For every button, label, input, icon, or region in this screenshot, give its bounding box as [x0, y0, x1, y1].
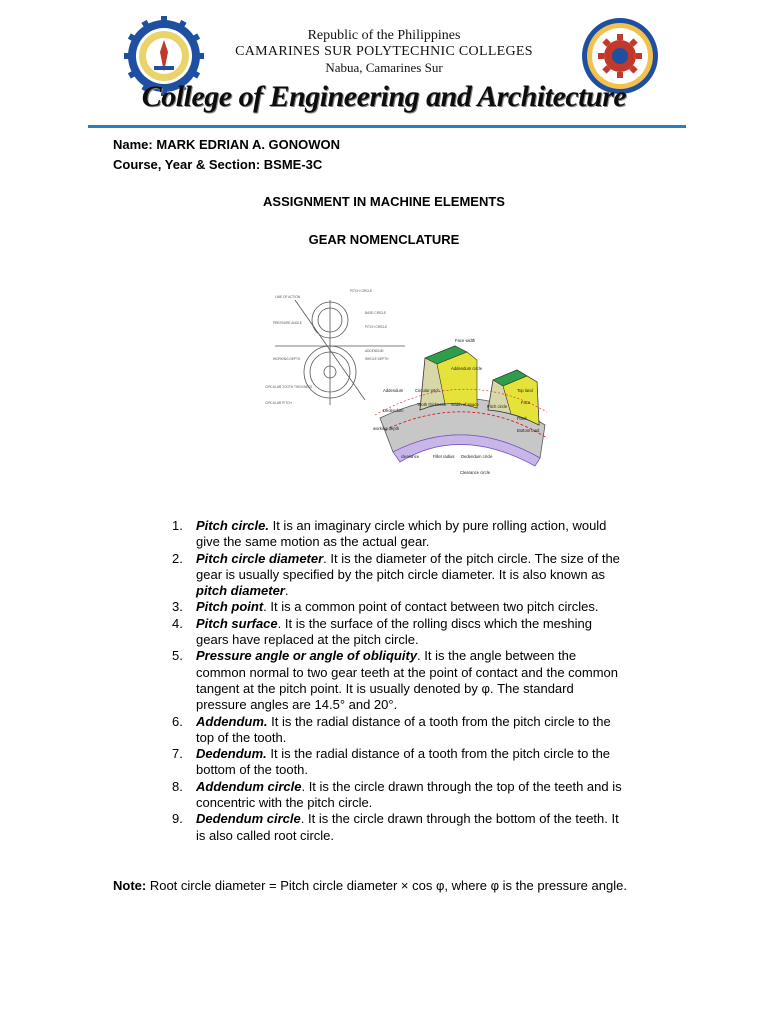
list-item: 1. Pitch circle. It is an imaginary circle which by pure rolling action, would give the same motion as the actual gear. — [172, 518, 607, 550]
label-face-width: Face width — [455, 338, 476, 343]
term: Pitch surface — [196, 615, 278, 631]
note-paragraph — [113, 878, 628, 894]
label-fillet-radius: Fillet radius — [433, 454, 455, 459]
label-pitch-circle: Pitch circle — [487, 404, 508, 409]
label-working-depth: working depth — [373, 426, 400, 431]
term: Pitch circle diameter — [196, 550, 324, 566]
svg-text:LINE OF ACTION: LINE OF ACTION — [275, 295, 301, 299]
student-name-line — [113, 137, 340, 152]
label-flank: Flank — [517, 416, 528, 421]
term: Addendum. — [196, 713, 268, 729]
term: Pitch point — [196, 599, 264, 615]
label-bottom-land: Bottom land — [517, 428, 540, 433]
header-divider — [88, 125, 686, 128]
note-label: Note: — [113, 878, 147, 893]
list-item: 3. Pitch point. It is a common point of contact between two pitch circles. — [172, 599, 599, 615]
term: Dedendum. — [196, 746, 267, 762]
label-addendum-circle: Addendum circle — [451, 366, 483, 371]
list-item: 4. Pitch surface. It is the surface of the rolling discs which the meshing gears have replaced at the pitch circle. — [172, 615, 592, 648]
letterhead — [0, 28, 768, 76]
college-title: College of Engineering and Architecture — [141, 80, 627, 113]
label-dedendum-circle: Dedendum circle — [461, 454, 493, 459]
svg-text:WORKING DEPTH: WORKING DEPTH — [273, 357, 301, 361]
list-item: 2. Pitch circle diameter. It is the diameter of the pitch circle. The size of the gear is usually specified by the pitch circle diameter. It is also known as pitch diameter. — [172, 550, 620, 599]
term: Addendum circle — [196, 778, 302, 794]
topic-title: GEAR NOMENCLATURE — [308, 232, 460, 247]
label-tooth-thickness: Tooth thickness — [417, 402, 446, 407]
svg-text:WHOLE DEPTH: WHOLE DEPTH — [365, 357, 389, 361]
term: pitch diameter — [196, 583, 285, 599]
term: Pressure angle or angle of obliquity — [196, 648, 418, 664]
svg-text:PITCH CIRCLE: PITCH CIRCLE — [365, 325, 388, 329]
institution-address: Nabua, Camarines Sur — [325, 60, 443, 75]
list-item: 8. Addendum circle. It is the circle drawn through the top of the teeth and is concentric with the pitch circle. — [172, 778, 622, 811]
svg-text:BASE CIRCLE: BASE CIRCLE — [365, 311, 387, 315]
svg-text:CIRCULAR PITCH: CIRCULAR PITCH — [265, 401, 292, 405]
label-top-land: Top land — [517, 388, 533, 393]
course-line — [113, 157, 322, 172]
note-text: Root circle diameter = Pitch circle diameter × cos φ, where φ is the pressure angle. — [146, 878, 627, 893]
republic-line: Republic of the Philippines — [307, 28, 461, 43]
label-clearance: clearance — [401, 454, 420, 459]
label-clearance-circle: Clearance circle — [460, 470, 491, 475]
assignment-title: ASSIGNMENT IN MACHINE ELEMENTS — [263, 194, 505, 209]
institution-name: CAMARINES SUR POLYTECHNIC COLLEGES — [235, 44, 533, 59]
label-face: Face — [521, 400, 531, 405]
name-label: Name: — [113, 137, 153, 152]
definitions-list — [168, 518, 624, 844]
term: Pitch circle. — [196, 518, 269, 533]
course-value: BSME-3C — [263, 157, 323, 172]
list-item: 6. Addendum. It is the radial distance of a tooth from the pitch circle to the top of the tooth. — [172, 713, 611, 745]
gear-nomenclature-diagram — [255, 280, 555, 480]
svg-text:PRESSURE ANGLE: PRESSURE ANGLE — [273, 321, 303, 325]
label-circular-pitch: Circular pitch — [415, 388, 440, 393]
label-addendum: Addendum — [383, 388, 404, 393]
svg-text:PITCH CIRCLE: PITCH CIRCLE — [350, 289, 373, 293]
course-label: Course, Year & Section: — [113, 157, 261, 172]
label-dedendum: Dedendum — [383, 408, 404, 413]
svg-text:CIRCULAR TOOTH THICKNESS: CIRCULAR TOOTH THICKNESS — [265, 385, 313, 389]
student-name: MARK EDRIAN A. GONOWON — [156, 137, 341, 152]
svg-text:ADDENDUM: ADDENDUM — [365, 349, 384, 353]
list-item: 5. Pressure angle or angle of obliquity. It is the angle between the common normal to two gear teeth at the point of contact and the common tangent at the pitch point. It is usually denoted by φ. The standard pressure angles are 14.5° and 20°. — [172, 648, 619, 713]
list-item: 9. Dedendum circle. It is the circle drawn through the bottom of the teeth. It is also called root circle. — [172, 811, 619, 843]
list-item: 7. Dedendum. It is the radial distance of a tooth from the pitch circle to the bottom of the tooth. — [172, 746, 611, 778]
term: Dedendum circle — [196, 811, 301, 827]
label-width-of-space: Width of space — [451, 402, 479, 407]
